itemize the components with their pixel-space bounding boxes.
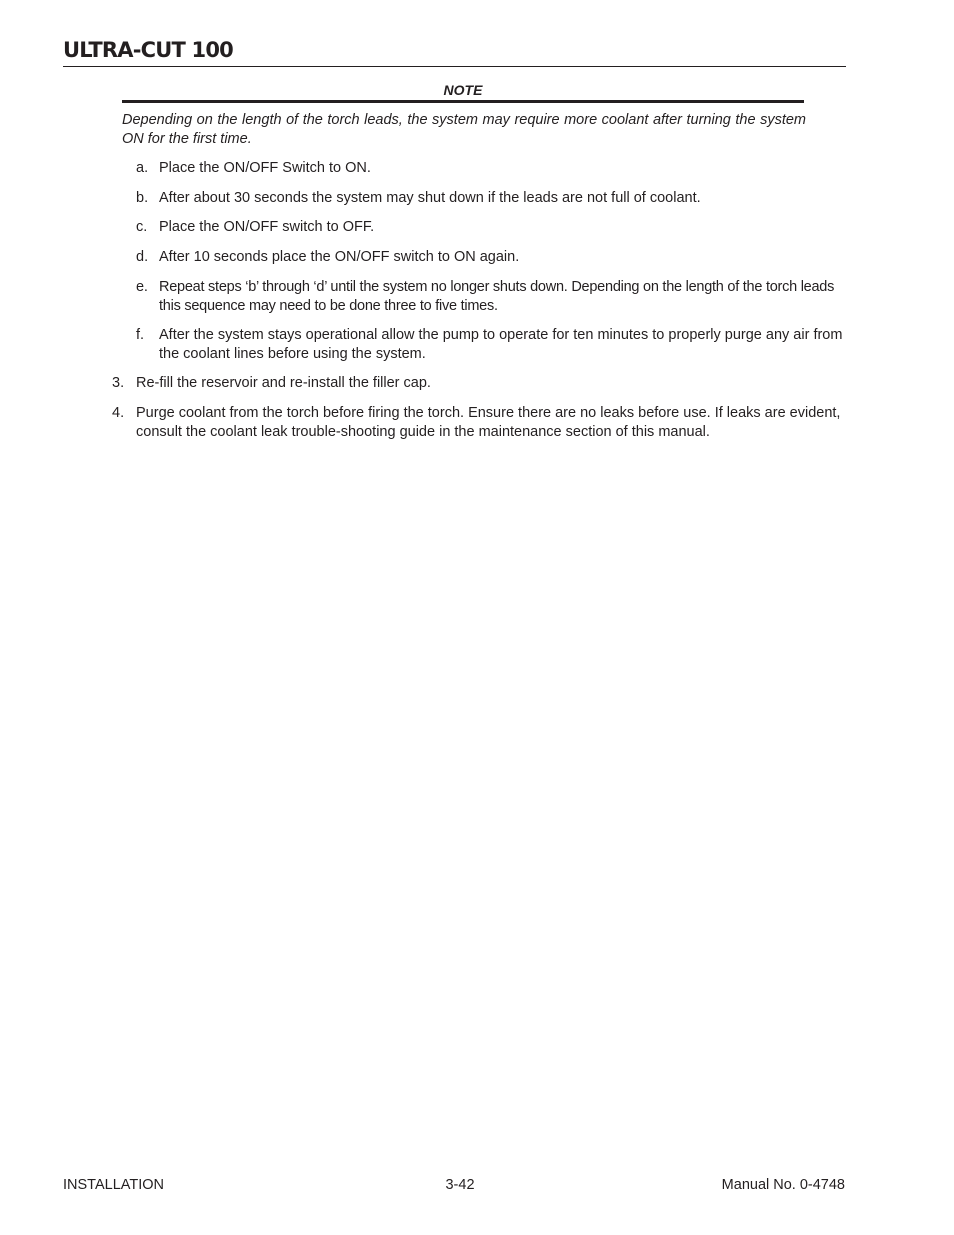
note-heading: NOTE xyxy=(443,82,483,98)
note-rule xyxy=(122,100,804,103)
sub-step-d xyxy=(136,248,846,267)
step-text: Purge coolant from the torch before firing the torch. Ensure there are no leaks before use. If leaks are evident, consult the coolant leak trouble-shooting guide in the maintenance section of this manual. xyxy=(136,405,841,440)
footer-manual-number: Manual No. 0-4748 xyxy=(721,1177,845,1193)
sub-step-text: After the system stays operational allow the pump to operate for ten minutes to properly purge any air from the coolant lines before using the system. xyxy=(159,327,843,362)
sub-step-c xyxy=(136,218,846,237)
sub-step-marker: a. xyxy=(136,160,149,176)
step-3 xyxy=(112,374,846,393)
page-title: ULTRA-CUT 100 xyxy=(63,38,233,62)
sub-step-marker: f. xyxy=(136,327,145,343)
sub-step-a xyxy=(136,159,846,178)
step-marker: 3. xyxy=(112,375,125,391)
sub-step-e xyxy=(136,278,846,316)
step-marker: 4. xyxy=(112,405,125,421)
sub-step-marker: b. xyxy=(136,190,149,206)
sub-step-text: Place the ON/OFF switch to OFF. xyxy=(159,219,375,235)
sub-step-text: After 10 seconds place the ON/OFF switch to ON again. xyxy=(159,249,520,265)
note-body: Depending on the length of the torch leads, the system may require more coolant after turning the system ON for the first time. xyxy=(122,112,806,147)
sub-step-text: Place the ON/OFF Switch to ON. xyxy=(159,160,371,176)
header-rule xyxy=(63,66,846,67)
sub-step-text: After about 30 seconds the system may shut down if the leads are not full of coolant. xyxy=(159,190,701,206)
step-4 xyxy=(112,404,846,442)
sub-step-f xyxy=(136,326,846,364)
sub-step-text: Repeat steps ‘b’ through ‘d’ until the system no longer shuts down. Depending on the length of the torch leads this sequence may need to be done three to five times. xyxy=(159,279,835,314)
footer-section: INSTALLATION xyxy=(63,1177,164,1193)
step-text: Re-fill the reservoir and re-install the filler cap. xyxy=(136,375,431,391)
sub-step-b xyxy=(136,189,846,208)
sub-step-marker: d. xyxy=(136,249,149,265)
sub-step-marker: e. xyxy=(136,279,148,295)
sub-step-marker: c. xyxy=(136,219,148,235)
footer-page-number: 3-42 xyxy=(445,1177,475,1193)
